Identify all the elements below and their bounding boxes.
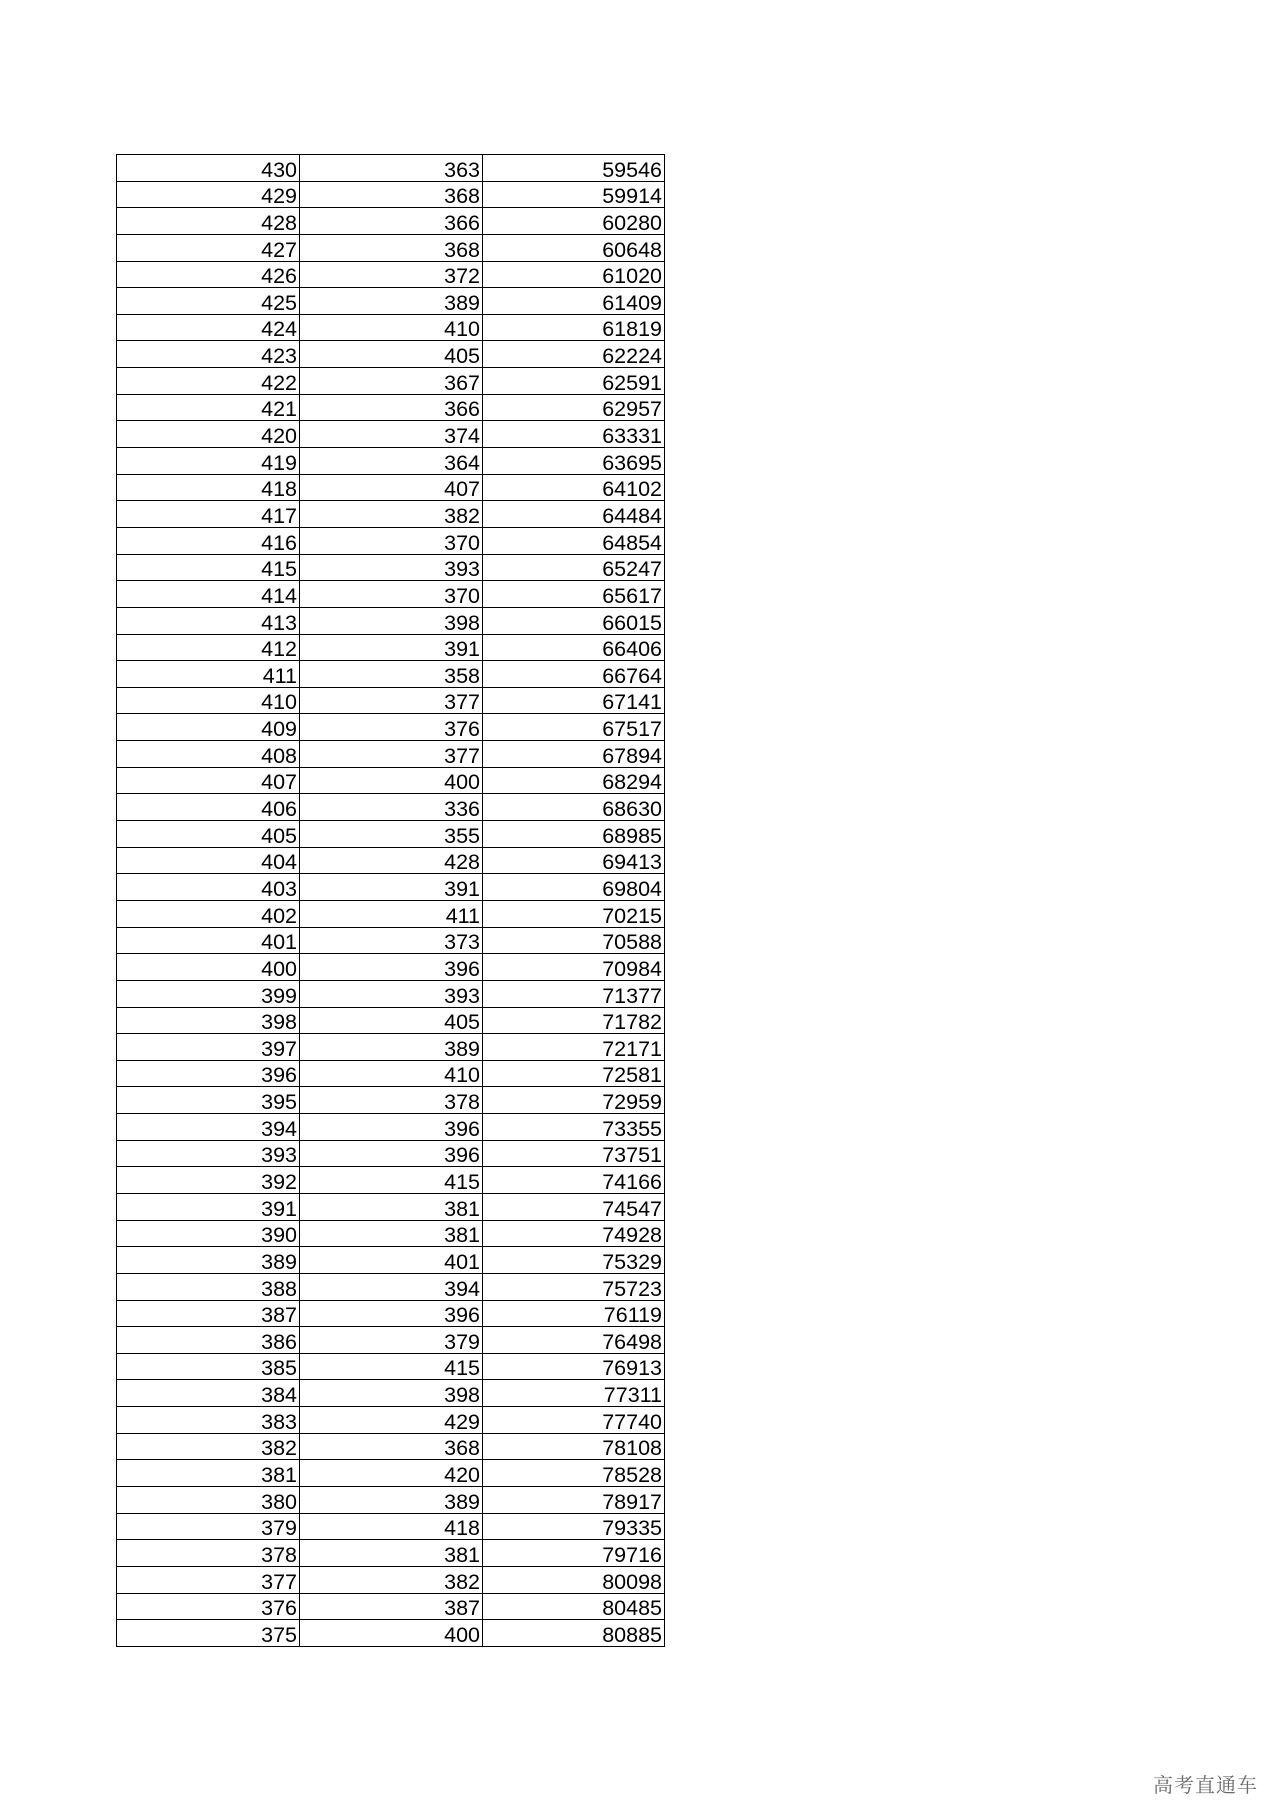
count-cell: 368 [300,1433,483,1460]
table-row [117,927,665,954]
score-cell: 386 [117,1327,300,1354]
table-row [117,1380,665,1407]
score-cell: 411 [117,661,300,688]
cumulative-cell: 77311 [483,1380,665,1407]
score-cell: 375 [117,1620,300,1647]
score-cell: 415 [117,554,300,581]
cumulative-cell: 66406 [483,634,665,661]
table-row [117,581,665,608]
score-cell: 424 [117,314,300,341]
count-cell: 398 [300,607,483,634]
table-row [117,1140,665,1167]
cumulative-cell: 76119 [483,1300,665,1327]
score-cell: 407 [117,767,300,794]
score-cell: 417 [117,501,300,528]
cumulative-cell: 76913 [483,1353,665,1380]
score-cell: 399 [117,980,300,1007]
cumulative-cell: 78528 [483,1460,665,1487]
table-row [117,607,665,634]
score-cell: 385 [117,1353,300,1380]
count-cell: 382 [300,1566,483,1593]
score-cell: 414 [117,581,300,608]
cumulative-cell: 66015 [483,607,665,634]
table-row [117,687,665,714]
table-row [117,847,665,874]
score-cell: 383 [117,1407,300,1434]
count-cell: 411 [300,900,483,927]
cumulative-cell: 74928 [483,1220,665,1247]
score-cell: 398 [117,1007,300,1034]
count-cell: 420 [300,1460,483,1487]
count-cell: 389 [300,1487,483,1514]
count-cell: 378 [300,1087,483,1114]
score-cell: 393 [117,1140,300,1167]
table-row [117,661,665,688]
score-cell: 388 [117,1273,300,1300]
score-cell: 418 [117,474,300,501]
count-cell: 396 [300,1114,483,1141]
count-cell: 381 [300,1220,483,1247]
cumulative-cell: 67141 [483,687,665,714]
score-cell: 408 [117,741,300,768]
count-cell: 368 [300,234,483,261]
table-row [117,1247,665,1274]
table-row [117,554,665,581]
table-row [117,1273,665,1300]
cumulative-cell: 72959 [483,1087,665,1114]
count-cell: 400 [300,1620,483,1647]
count-cell: 366 [300,208,483,235]
cumulative-cell: 61020 [483,261,665,288]
cumulative-cell: 59546 [483,155,665,182]
table-row [117,1060,665,1087]
score-cell: 402 [117,900,300,927]
table-row [117,1513,665,1540]
cumulative-cell: 74547 [483,1193,665,1220]
count-cell: 394 [300,1273,483,1300]
table-row [117,1460,665,1487]
table-row [117,1300,665,1327]
cumulative-cell: 60648 [483,234,665,261]
cumulative-cell: 78917 [483,1487,665,1514]
score-cell: 400 [117,954,300,981]
table-row [117,288,665,315]
score-table-body [117,155,665,1647]
cumulative-cell: 61819 [483,314,665,341]
count-cell: 398 [300,1380,483,1407]
table-row [117,1087,665,1114]
table-row [117,1007,665,1034]
score-cell: 395 [117,1087,300,1114]
table-row [117,1433,665,1460]
cumulative-cell: 72581 [483,1060,665,1087]
table-row [117,1220,665,1247]
cumulative-cell: 75723 [483,1273,665,1300]
table-row [117,234,665,261]
cumulative-cell: 66764 [483,661,665,688]
count-cell: 396 [300,954,483,981]
score-cell: 381 [117,1460,300,1487]
score-cell: 428 [117,208,300,235]
table-row [117,794,665,821]
count-cell: 336 [300,794,483,821]
score-cell: 390 [117,1220,300,1247]
score-cell: 401 [117,927,300,954]
cumulative-cell: 67517 [483,714,665,741]
table-row [117,394,665,421]
score-cell: 429 [117,181,300,208]
cumulative-cell: 62591 [483,368,665,395]
count-cell: 428 [300,847,483,874]
cumulative-cell: 71782 [483,1007,665,1034]
cumulative-cell: 64102 [483,474,665,501]
count-cell: 418 [300,1513,483,1540]
count-cell: 381 [300,1193,483,1220]
table-row [117,980,665,1007]
score-cell: 382 [117,1433,300,1460]
table-row [117,1114,665,1141]
score-cell: 427 [117,234,300,261]
score-cell: 416 [117,527,300,554]
table-row [117,1167,665,1194]
cumulative-cell: 75329 [483,1247,665,1274]
table-row [117,501,665,528]
count-cell: 381 [300,1540,483,1567]
count-cell: 407 [300,474,483,501]
table-row [117,634,665,661]
table-row [117,1353,665,1380]
score-cell: 387 [117,1300,300,1327]
cumulative-cell: 60280 [483,208,665,235]
table-row [117,474,665,501]
count-cell: 377 [300,687,483,714]
score-cell: 404 [117,847,300,874]
table-row [117,1327,665,1354]
count-cell: 391 [300,874,483,901]
count-cell: 364 [300,448,483,475]
table-row [117,448,665,475]
cumulative-cell: 65617 [483,581,665,608]
cumulative-cell: 64854 [483,527,665,554]
score-cell: 426 [117,261,300,288]
cumulative-cell: 69804 [483,874,665,901]
table-row [117,741,665,768]
cumulative-cell: 62224 [483,341,665,368]
table-row [117,874,665,901]
count-cell: 393 [300,980,483,1007]
table-row [117,421,665,448]
score-cell: 420 [117,421,300,448]
count-cell: 363 [300,155,483,182]
cumulative-cell: 73355 [483,1114,665,1141]
cumulative-cell: 79716 [483,1540,665,1567]
score-cell: 405 [117,821,300,848]
count-cell: 377 [300,741,483,768]
count-cell: 415 [300,1353,483,1380]
score-cell: 423 [117,341,300,368]
count-cell: 372 [300,261,483,288]
score-cell: 396 [117,1060,300,1087]
table-row [117,261,665,288]
table-row [117,1566,665,1593]
cumulative-cell: 80485 [483,1593,665,1620]
table-row [117,1620,665,1647]
cumulative-cell: 68985 [483,821,665,848]
score-cell: 403 [117,874,300,901]
count-cell: 382 [300,501,483,528]
cumulative-cell: 67894 [483,741,665,768]
table-row [117,767,665,794]
count-cell: 374 [300,421,483,448]
score-cell: 421 [117,394,300,421]
count-cell: 396 [300,1140,483,1167]
cumulative-cell: 62957 [483,394,665,421]
count-cell: 355 [300,821,483,848]
table-row [117,155,665,182]
table-row [117,527,665,554]
count-cell: 389 [300,288,483,315]
count-cell: 415 [300,1167,483,1194]
count-cell: 405 [300,341,483,368]
count-cell: 401 [300,1247,483,1274]
score-cell: 389 [117,1247,300,1274]
score-cell: 384 [117,1380,300,1407]
table-row [117,341,665,368]
table-row [117,1593,665,1620]
cumulative-cell: 73751 [483,1140,665,1167]
cumulative-cell: 78108 [483,1433,665,1460]
score-cell: 379 [117,1513,300,1540]
score-cell: 376 [117,1593,300,1620]
count-cell: 368 [300,181,483,208]
table-row [117,821,665,848]
count-cell: 367 [300,368,483,395]
score-cell: 378 [117,1540,300,1567]
count-cell: 389 [300,1034,483,1061]
count-cell: 373 [300,927,483,954]
score-cell: 380 [117,1487,300,1514]
table-row [117,1193,665,1220]
cumulative-cell: 71377 [483,980,665,1007]
score-cell: 425 [117,288,300,315]
score-cell: 409 [117,714,300,741]
table-row [117,1407,665,1434]
watermark: 高考直通车 [1153,1773,1258,1797]
score-cell: 391 [117,1193,300,1220]
cumulative-cell: 65247 [483,554,665,581]
table-row [117,1540,665,1567]
count-cell: 410 [300,1060,483,1087]
cumulative-cell: 74166 [483,1167,665,1194]
cumulative-cell: 79335 [483,1513,665,1540]
score-cell: 406 [117,794,300,821]
score-cell: 392 [117,1167,300,1194]
count-cell: 376 [300,714,483,741]
count-cell: 405 [300,1007,483,1034]
cumulative-cell: 76498 [483,1327,665,1354]
count-cell: 379 [300,1327,483,1354]
cumulative-cell: 80885 [483,1620,665,1647]
count-cell: 366 [300,394,483,421]
count-cell: 370 [300,527,483,554]
score-cell: 422 [117,368,300,395]
count-cell: 370 [300,581,483,608]
count-cell: 400 [300,767,483,794]
cumulative-cell: 63331 [483,421,665,448]
cumulative-cell: 61409 [483,288,665,315]
cumulative-cell: 72171 [483,1034,665,1061]
cumulative-cell: 59914 [483,181,665,208]
cumulative-cell: 80098 [483,1566,665,1593]
cumulative-cell: 77740 [483,1407,665,1434]
score-cell: 410 [117,687,300,714]
score-table [116,154,665,1647]
table-row [117,208,665,235]
score-cell: 413 [117,607,300,634]
cumulative-cell: 68294 [483,767,665,794]
score-cell: 419 [117,448,300,475]
table-row [117,181,665,208]
cumulative-cell: 70984 [483,954,665,981]
cumulative-cell: 63695 [483,448,665,475]
cumulative-cell: 68630 [483,794,665,821]
table-row [117,900,665,927]
count-cell: 396 [300,1300,483,1327]
score-cell: 397 [117,1034,300,1061]
count-cell: 358 [300,661,483,688]
count-cell: 387 [300,1593,483,1620]
score-cell: 430 [117,155,300,182]
table-row [117,714,665,741]
count-cell: 429 [300,1407,483,1434]
table-row [117,314,665,341]
score-cell: 394 [117,1114,300,1141]
count-cell: 410 [300,314,483,341]
table-row [117,1034,665,1061]
cumulative-cell: 69413 [483,847,665,874]
score-cell: 377 [117,1566,300,1593]
cumulative-cell: 70588 [483,927,665,954]
table-row [117,954,665,981]
table-row [117,1487,665,1514]
cumulative-cell: 70215 [483,900,665,927]
count-cell: 393 [300,554,483,581]
count-cell: 391 [300,634,483,661]
table-row [117,368,665,395]
cumulative-cell: 64484 [483,501,665,528]
score-cell: 412 [117,634,300,661]
